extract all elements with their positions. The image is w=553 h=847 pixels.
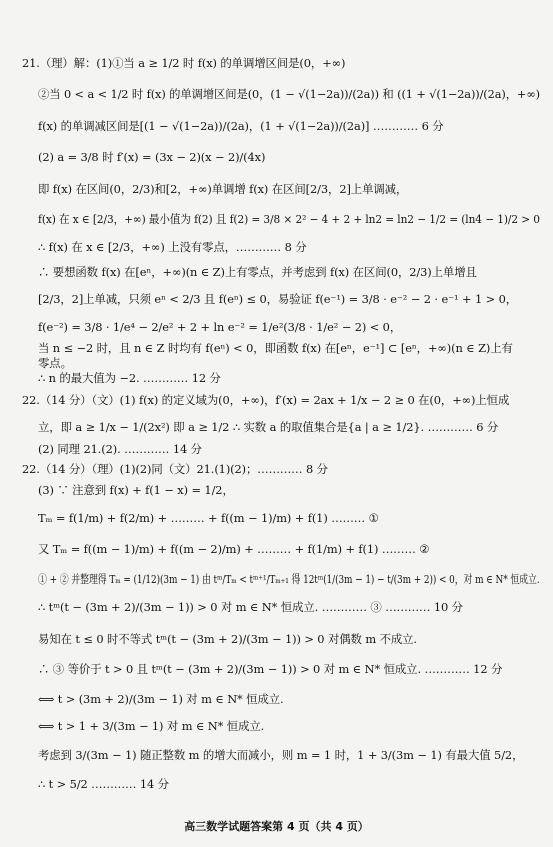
text-line-2: ②当 0 < a < 1/2 时 f(x) 的单调增区间是(0，(1 − √(1−2a))/(2a)) 和 ((1 + √(1−2a))/(2a)，+∞) <box>38 87 540 101</box>
text-line-27: 考虑到 3/(3m − 1) 随正整数 m 的增大而减小，则 m = 1 时，1 + 3/(3m − 1) 有最大值 5/2， <box>38 748 524 762</box>
text-line-1: 21.（理）解：(1)①当 a ≥ 1/2 时 f(x) 的单调增区间是(0，+∞) <box>22 56 346 70</box>
text-line-24: ∴ ③ 等价于 t > 0 且 tᵐ(t − (3m + 2)/(3m − 1)) > 0 对 m ∈ N* 恒成立. ………… 12 分 <box>38 662 503 676</box>
text-line-28: ∴ t > 5/2 ………… 14 分 <box>38 777 169 791</box>
text-line-20: 又 Tₘ = f((m − 1)/m) + f((m − 2)/m) + ……… + f(1/m) + f(1) ……… ② <box>38 542 430 556</box>
text-line-25: ⟺ t > (3m + 2)/(3m − 1) 对 m ∈ N* 恒成立. <box>38 692 284 706</box>
text-line-5: 即 f(x) 在区间(0，2/3)和[2，+∞)单调增 f(x) 在区间[2/3，2]上单调减， <box>38 182 408 196</box>
text-line-9: [2/3，2]上单减，只须 eⁿ < 2/3 且 f(eⁿ) ≤ 0，易验证 f(e⁻¹) = 3/8 · e⁻² − 2 · e⁻¹ + 1 > 0， <box>38 292 518 306</box>
text-line-10: f(e⁻²) = 3/8 · 1/e⁴ − 2/e² + 2 + ln e⁻² = 1/e²(3/8 · 1/e² − 2) < 0， <box>38 320 402 334</box>
text-line-17: 22.（14 分）（理）(1)(2)同（文）21.(1)(2)；………… 8 分 <box>22 462 328 476</box>
text-line-8: ∴ 要想函数 f(x) 在[eⁿ，+∞)(n ∈ Z)上有零点，并考虑到 f(x) 在区间(0，2/3)上单增且 <box>38 265 477 279</box>
text-line-13: ∴ n 的最大值为 −2. ………… 12 分 <box>38 371 221 385</box>
text-line-7: ∴ f(x) 在 x ∈ [2/3，+∞) 上没有零点，………… 8 分 <box>38 240 307 254</box>
text-line-19: Tₘ = f(1/m) + f(2/m) + ……… + f((m − 1)/m) + f(1) ……… ① <box>38 511 379 525</box>
text-line-4: (2) a = 3/8 时 f′(x) = (3x − 2)(x − 2)/(4x) <box>38 150 266 164</box>
text-line-15: 立，即 a ≥ 1/x − 1/(2x²) 即 a ≥ 1/2 ∴ 实数 a 的取值集合是{a | a ≥ 1/2}. ………… 6 分 <box>38 420 499 434</box>
text-line-14: 22.（14 分）（文）(1) f(x) 的定义域为(0，+∞)，f′(x) = 2ax + 1/x − 2 ≥ 0 在(0，+∞)上恒成 <box>22 393 510 407</box>
text-line-16: (2) 同理 21.(2). ………… 14 分 <box>38 442 202 456</box>
text-line-6: f(x) 在 x ∈ [2/3，+∞) 最小值为 f(2) 且 f(2) = 3/8 × 2² − 4 + 2 + ln2 = ln2 − 1/2 = (ln4 − 1)/2 > 0 <box>38 212 540 226</box>
text-line-26: ⟺ t > 1 + 3/(3m − 1) 对 m ∈ N* 恒成立. <box>38 719 265 733</box>
text-line-12: 零点。 <box>38 356 72 370</box>
text-line-3: f(x) 的单调减区间是[(1 − √(1−2a))/(2a)，(1 + √(1−2a))/(2a)] ………… 6 分 <box>38 119 444 133</box>
text-line-18: (3) ∵ 注意到 f(x) + f(1 − x) = 1/2， <box>38 483 234 497</box>
text-line-22: ∴ tᵐ(t − (3m + 2)/(3m − 1)) > 0 对 m ∈ N* 恒成立. ………… ③ ………… 10 分 <box>38 600 463 614</box>
text-line-11: 当 n ≤ −2 时，且 n ∈ Z 时均有 f(eⁿ) < 0，即函数 f(x) 在[eⁿ，e⁻¹] ⊂ [eⁿ，+∞)(n ∈ Z)上有 <box>38 341 513 355</box>
text-line-23: 易知在 t ≤ 0 时不等式 tᵐ(t − (3m + 2)/(3m − 1)) > 0 对偶数 m 不成立. <box>38 632 417 646</box>
text-line-21: ① + ② 并整理得 Tₘ = (1/12)(3m − 1) 由 tᵐ/Tₘ < tᵐ⁺¹/Tₘ₊₁ 得 12tᵐ(1/(3m − 1) − t/(3m + 2)) < 0，对 m ∈ N* 恒成立. <box>38 572 540 586</box>
page-footer: 高三数学试题答案第 4 页（共 4 页） <box>184 820 369 833</box>
